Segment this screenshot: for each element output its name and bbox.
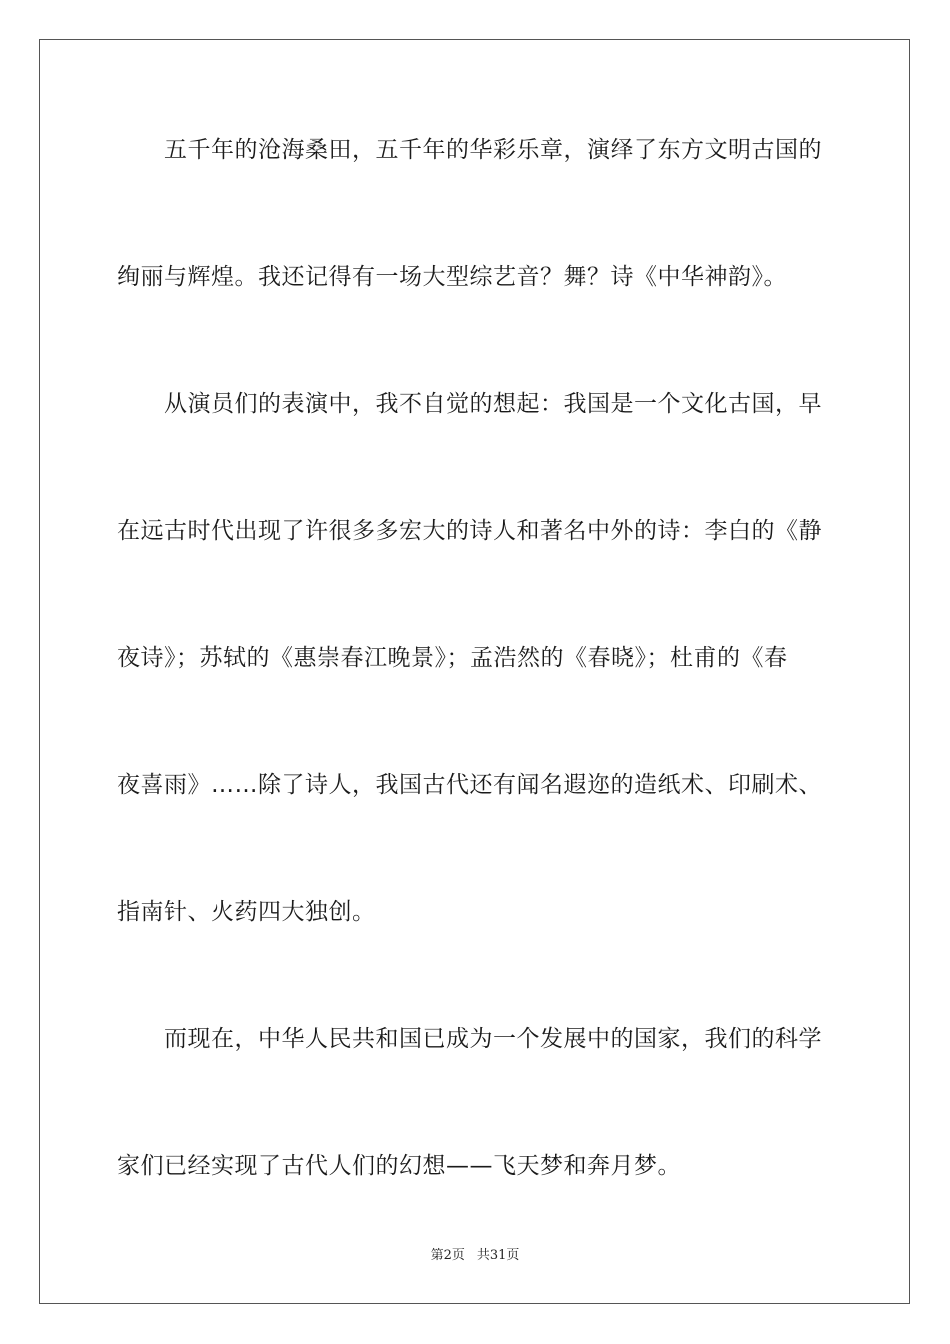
paragraph-3-line-1: 而现在，中华人民共和国已成为一个发展中的国家，我们的科学	[164, 1026, 822, 1052]
page-footer	[0, 1247, 950, 1265]
paragraph-2-line-1: 从演员们的表演中，我不自觉的想起：我国是一个文化古国，早	[164, 391, 822, 417]
paragraph-2-line-4: 夜喜雨》……除了诗人，我国古代还有闻名遐迩的造纸术、印刷术、	[117, 772, 822, 798]
paragraph-3-line-2: 家们已经实现了古代人们的幻想——飞天梦和奔月梦。	[117, 1153, 681, 1179]
paragraph-2-line-5: 指南针、火药四大独创。	[117, 899, 376, 925]
paragraph-2-line-2: 在远古时代出现了许很多多宏大的诗人和著名中外的诗：李白的《静	[117, 518, 822, 544]
paragraph-1-line-1: 五千年的沧海桑田，五千年的华彩乐章，演绎了东方文明古国的	[164, 137, 822, 163]
page-number: 第2页	[430, 1248, 465, 1263]
paragraph-2-line-3: 夜诗》；苏轼的《惠崇春江晚景》；孟浩然的《春晓》；杜甫的《春	[117, 645, 788, 671]
page-total: 共31页	[476, 1248, 520, 1263]
paragraph-1-line-2: 绚丽与辉煌。我还记得有一场大型综艺音？舞？诗《中华神韵》。	[117, 264, 787, 290]
